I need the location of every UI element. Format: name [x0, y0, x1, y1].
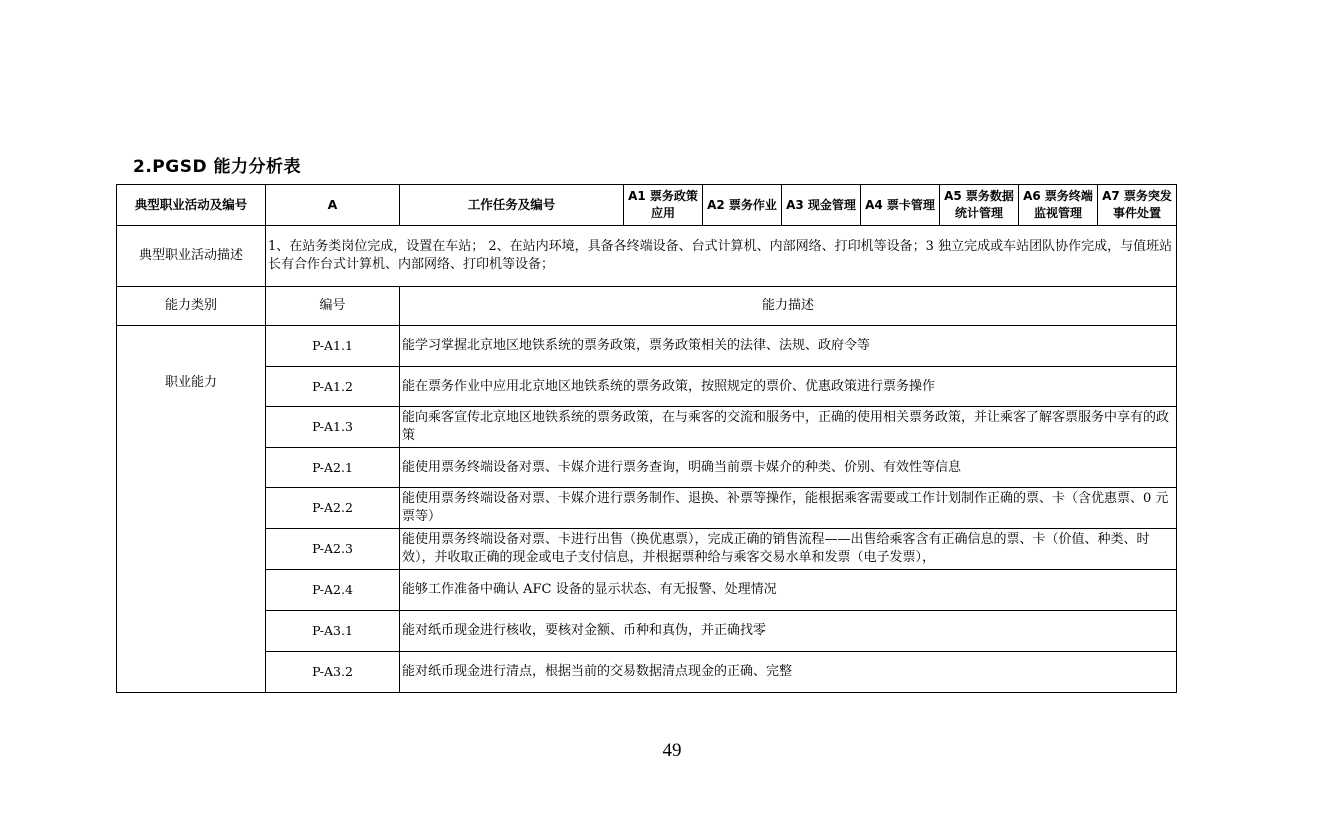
capability-code: P-A2.3	[266, 529, 400, 570]
task-a7-cell: A7 票务突发事件处置	[1098, 185, 1177, 226]
capability-description: 能使用票务终端设备对票、卡媒介进行票务查询，明确当前票卡媒介的种类、价别、有效性等信息	[400, 448, 1177, 488]
capability-description: 能使用票务终端设备对票、卡媒介进行票务制作、退换、补票等操作，能根据乘客需要或工作计划制作正确的票、卡（含优惠票、0 元票等）	[400, 488, 1177, 529]
table-row	[117, 529, 1177, 570]
table-row	[117, 652, 1177, 693]
task-a1-cell: A1 票务政策应用	[624, 185, 703, 226]
task-a5-cell: A5 票务数据统计管理	[940, 185, 1019, 226]
capability-code: P-A2.2	[266, 488, 400, 529]
table-row	[117, 611, 1177, 652]
code-column-header: 编号	[266, 287, 400, 326]
table-row	[117, 448, 1177, 488]
table-row	[117, 367, 1177, 407]
capability-code: P-A1.2	[266, 367, 400, 407]
capability-code: P-A3.1	[266, 611, 400, 652]
task-a3-cell: A3 现金管理	[782, 185, 861, 226]
capability-code: P-A1.1	[266, 326, 400, 367]
capability-description: 能使用票务终端设备对票、卡进行出售（换优惠票），完成正确的销售流程——出售给乘客含有正确信息的票、卡（价值、种类、时效），并收取正确的现金或电子支付信息，并根据票种给与乘客交易水单和发票（电子发票），	[400, 529, 1177, 570]
task-a6-cell: A6 票务终端监视管理	[1019, 185, 1098, 226]
page-number: 49	[662, 740, 682, 761]
activity-code-cell: A	[266, 185, 400, 226]
capability-description: 能对纸币现金进行清点，根据当前的交易数据清点现金的正确、完整	[400, 652, 1177, 693]
capability-description: 能够工作准备中确认 AFC 设备的显示状态、有无报警、处理情况	[400, 570, 1177, 611]
description-row	[117, 226, 1177, 287]
activity-label-cell: 典型职业活动及编号	[117, 185, 266, 226]
task-label-cell: 工作任务及编号	[400, 185, 624, 226]
capability-description: 能在票务作业中应用北京地区地铁系统的票务政策，按照规定的票价、优惠政策进行票务操作	[400, 367, 1177, 407]
capability-description: 能向乘客宣传北京地区地铁系统的票务政策，在与乘客的交流和服务中，正确的使用相关票务政策，并让乘客了解客票服务中享有的政策	[400, 407, 1177, 448]
table-row	[117, 326, 1177, 367]
capability-code: P-A1.3	[266, 407, 400, 448]
capability-code: P-A2.1	[266, 448, 400, 488]
column-header-row	[117, 287, 1177, 326]
description-column-header: 能力描述	[400, 287, 1177, 326]
description-text-cell: 1、在站务类岗位完成，设置在车站； 2、在站内环境，具备各终端设备、台式计算机、内部网络、打印机等设备；3 独立完成或车站团队协作完成，与值班站长有合作台式计算机、内部网络、打印机等设备；	[266, 226, 1177, 287]
category-column-header: 能力类别	[117, 287, 266, 326]
table-row	[117, 570, 1177, 611]
capability-analysis-table	[116, 184, 1177, 693]
capability-code: P-A3.2	[266, 652, 400, 693]
table-row	[117, 407, 1177, 448]
capability-description: 能对纸币现金进行核收，要核对金额、币种和真伪，并正确找零	[400, 611, 1177, 652]
page-title: 2.PGSD 能力分析表	[133, 157, 301, 177]
task-a4-cell: A4 票卡管理	[861, 185, 940, 226]
task-a2-cell: A2 票务作业	[703, 185, 782, 226]
description-label-cell: 典型职业活动描述	[117, 226, 266, 287]
capability-description: 能学习掌握北京地区地铁系统的票务政策，票务政策相关的法律、法规、政府令等	[400, 326, 1177, 367]
category-cell: 职业能力	[117, 326, 266, 693]
capability-code: P-A2.4	[266, 570, 400, 611]
table-header-row	[117, 185, 1177, 226]
table-row	[117, 488, 1177, 529]
